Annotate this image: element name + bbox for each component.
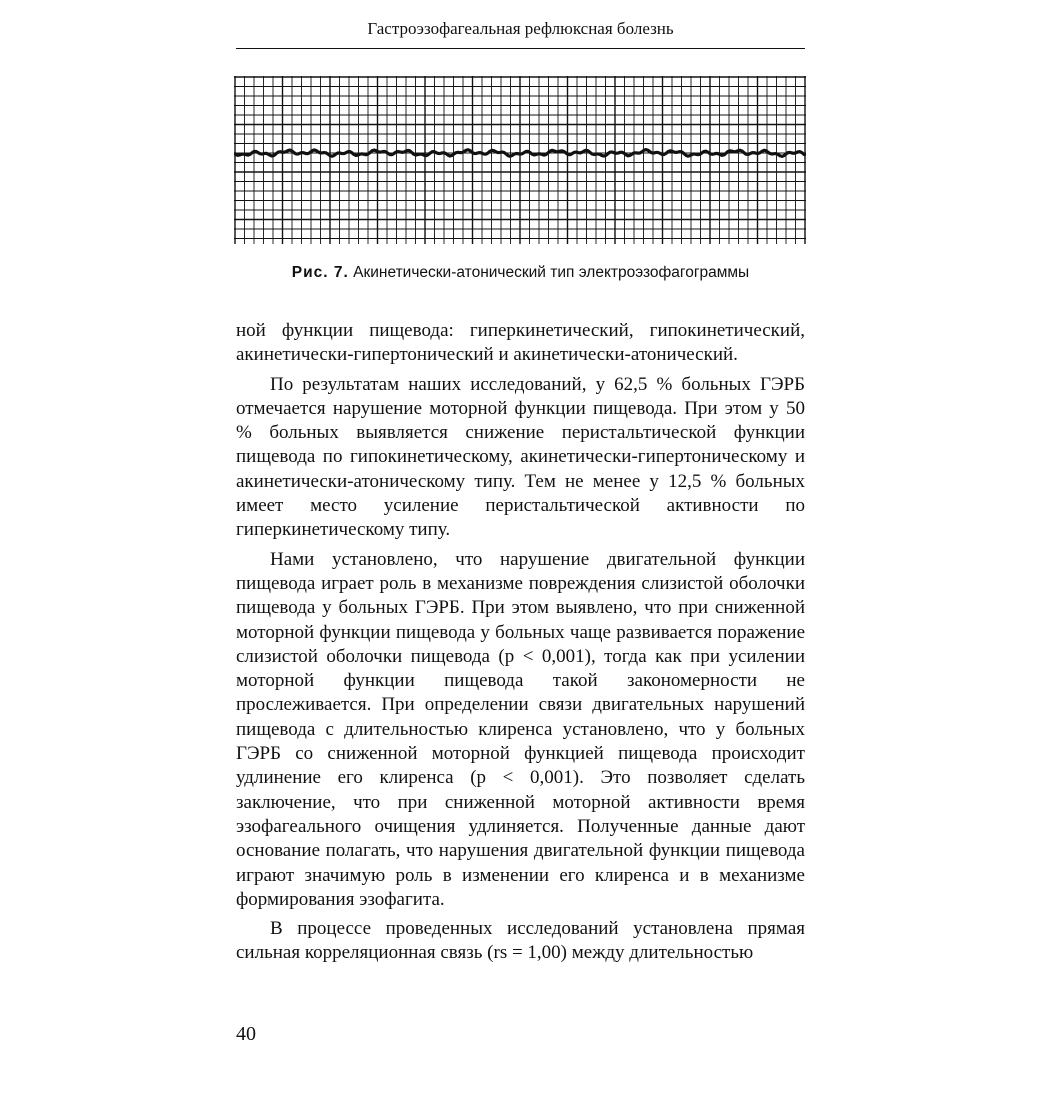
- body-text: [236, 319, 805, 966]
- paragraph: ной функции пищевода: гиперкинетический, гипокинетический, акинетически-гипертонический и акинетически-атонический.: [236, 320, 805, 366]
- figure-caption-text: Акинетически-атонический тип электроэзофагограммы: [353, 264, 750, 281]
- electroesophagogram-figure: [234, 76, 806, 244]
- page-number: 40: [236, 1023, 256, 1045]
- figure-caption: [236, 263, 805, 283]
- header-rule: [236, 48, 805, 49]
- graph-paper-grid: [234, 76, 806, 244]
- paragraph: По результатам наших исследований, у 62,5 % больных ГЭРБ отмечается нарушение моторной функции пищевода. При этом у 50 % больных выявляется снижение перистальтической функции пищевода по гипокинетическому, акинетически-гипертоническому и акинетически-атоническому типу. Тем не менее у 12,5 % больных имеет место усиление перистальтической активности по гиперкинетическому типу.: [236, 373, 805, 541]
- paragraph: В процессе проведенных исследований установлена прямая сильная корреляционная связь (rs = 1,00) между длительностью: [236, 918, 805, 964]
- running-header: Гастроэзофагеальная рефлюксная болезнь: [367, 19, 674, 38]
- figure-label: Рис. 7.: [291, 264, 349, 281]
- paragraph: Нами установлено, что нарушение двигательной функции пищевода играет роль в механизме повреждения слизистой оболочки пищевода у больных ГЭРБ. При этом выявлено, что при сниженной моторной функции пищевода у больных чаще развивается поражение слизистой оболочки пищевода (p < 0,001), тогда как при усилении моторной функции пищевода такой закономерности не прослеживается. При определении связи двигательных нарушений пищевода с длительностью клиренса установлено, что у больных ГЭРБ со сниженной моторной функцией пищевода происходит удлинение его клиренса (p < 0,001). Это позволяет сделать заключение, что при сниженной моторной активности время эзофагеального очищения удлиняется. Полученные данные дают основание полагать, что нарушения двигательной функции пищевода играют значимую роль в изменении его клиренса и в механизме формирования эзофагита.: [236, 548, 805, 910]
